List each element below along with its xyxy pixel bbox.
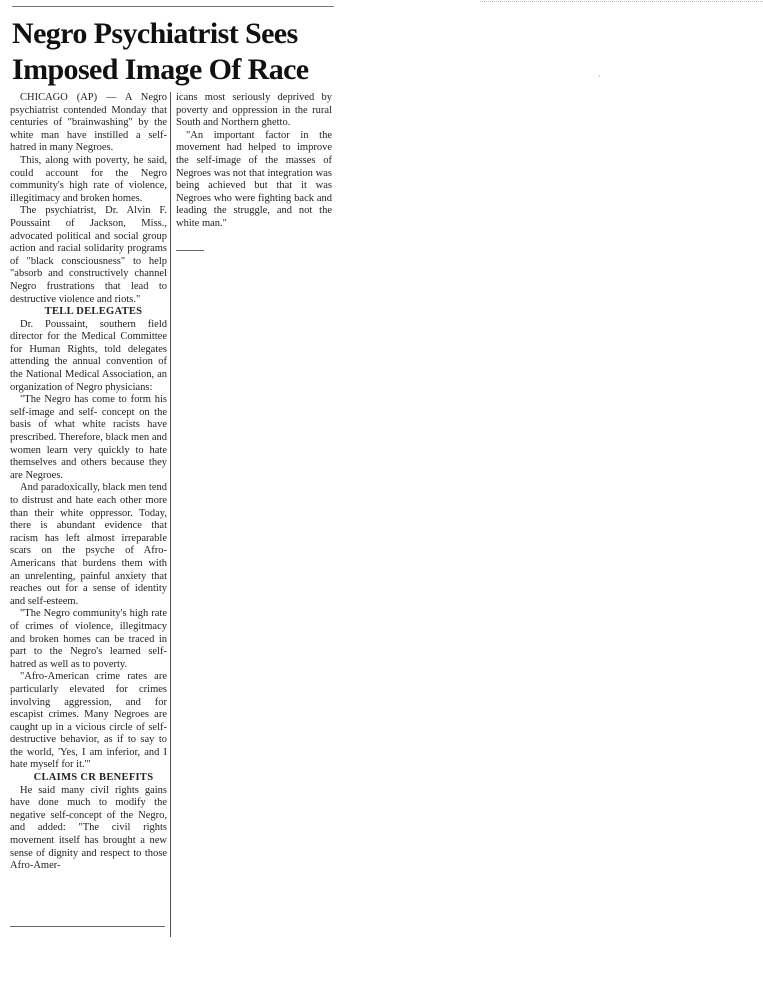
headline-line-2: Imposed Image Of Race xyxy=(12,53,309,86)
paragraph: "An important factor in the movement had helped to improve the self-image of the masses of Negroes was not that integration was being achieved but that it was Negroes who were fighting back and leading the struggle, and not the white man." xyxy=(176,129,332,229)
paragraph: The psychiatrist, Dr. Alvin F. Poussaint of Jackson, Miss., advocated political and social group action and racial solidarity programs of "black consciousness" to help "absorb and constructively channel Negro frustrations that lead to destructive violence and riots." xyxy=(10,205,167,305)
article-end-rule xyxy=(176,250,204,251)
subheading-claims-cr-benefits: CLAIMS CR BENEFITS xyxy=(33,772,154,784)
paragraph: And paradoxically, black men tend to distrust and hate each other more than their white oppressor. Today, there is abundant evidence that racism has left almost irreparable scars on the psyche of Afro-Americans that burdens them with an unrelenting, painful anxiety that reaches out for a sense of identity and self-esteem. xyxy=(10,482,167,607)
paragraph: "The Negro has come to form his self-image and self- concept on the basis of what white racists have prescribed. Therefore, black men and women learn very quickly to hate themselves and others because they are Negroes. xyxy=(10,394,167,481)
column-end-rule xyxy=(10,926,165,927)
scan-speck: · xyxy=(598,72,601,81)
column-divider xyxy=(170,92,171,937)
paragraph: icans most seriously deprived by poverty and oppression in the rural South and Northern ghetto. xyxy=(176,92,332,129)
paragraph: He said many civil rights gains have done much to modify the negative self-concept of the Negro, and added: "The civil rights movement itself has brought a new sense of dignity and respect to those Afro-Amer- xyxy=(10,784,167,872)
article-headline xyxy=(12,16,342,88)
left-column xyxy=(10,92,167,873)
paragraph: This, along with poverty, he said, could account for the Negro community's high rate of violence, illegitimacy and broken homes. xyxy=(10,154,167,204)
top-rule xyxy=(12,6,334,7)
paragraph: CHICAGO (AP) — A Negro psychiatrist contended Monday that centuries of "brainwashing" by the white man have instilled a self-hatred in many Negroes. xyxy=(10,92,167,154)
scan-edge-dots xyxy=(480,1,763,2)
right-column xyxy=(176,92,332,231)
subheading-tell-delegates: TELL DELEGATES xyxy=(44,306,143,318)
headline-line-1: Negro Psychiatrist Sees xyxy=(12,17,298,50)
paragraph: "Afro-American crime rates are particularly elevated for crimes involving aggression, and for escapist crimes. Many Negroes are caught up in a vicious circle of self-destructive behavior, as if to say to the world, 'Yes, I am inferior, and I hate myself for it.'" xyxy=(10,671,167,771)
paragraph: "The Negro community's high rate of crimes of violence, illegitmacy and broken homes can be traced in part to the Negro's learned self-hatred as well as to poverty. xyxy=(10,608,167,670)
paragraph: Dr. Poussaint, southern field director for the Medical Committee for Human Rights, told delegates attending the annual convention of the National Medical Association, an organization of Negro physicians: xyxy=(10,318,167,393)
